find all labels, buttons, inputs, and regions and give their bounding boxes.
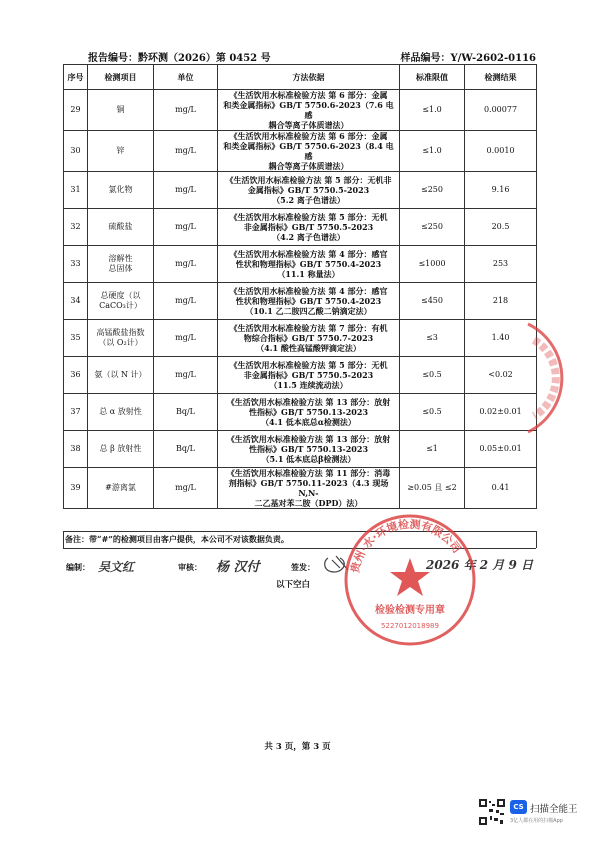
cell-limit: ≤1000 bbox=[400, 246, 465, 283]
issuer-label: 签发： bbox=[291, 562, 315, 572]
cell-item-line: 溶解性 bbox=[108, 254, 133, 263]
col-header-limit: 标准限值 bbox=[400, 65, 465, 90]
method-line: （4.1 酸性高锰酸钾滴定法） bbox=[256, 343, 361, 353]
cell-item bbox=[88, 468, 154, 509]
cell-item-line: 锌 bbox=[116, 146, 125, 155]
method-line: 非金属指标》GB/T 5750.5-2023 bbox=[243, 370, 374, 380]
cell-no: 31 bbox=[64, 172, 88, 209]
method-line: （11.5 连续流动法） bbox=[269, 380, 348, 390]
cell-item bbox=[88, 209, 154, 246]
method-line: （11.1 称量法） bbox=[277, 269, 340, 279]
cell-limit: ≤0.5 bbox=[400, 357, 465, 394]
method-line: （4.1 低本底总α检测法） bbox=[261, 417, 356, 427]
table-header-row bbox=[64, 65, 537, 90]
stamp-ring-text: 贵州·水·环境检测有限公司 bbox=[348, 517, 464, 575]
method-line: 性指标》GB/T 5750.13-2023 bbox=[248, 407, 369, 417]
cell-no: 34 bbox=[64, 283, 88, 320]
cell-item-line: 总 α 放射性 bbox=[99, 407, 142, 416]
divider bbox=[536, 531, 537, 548]
cell-item-line: 高锰酸盐指数 bbox=[96, 328, 145, 337]
cell-result: 0.05±0.01 bbox=[465, 431, 537, 468]
col-header-unit: 单位 bbox=[154, 65, 218, 90]
cell-unit: Bq/L bbox=[154, 394, 218, 431]
cell-method bbox=[218, 283, 400, 320]
cell-no: 36 bbox=[64, 357, 88, 394]
method-line: （5.2 离子色谱法） bbox=[272, 195, 345, 205]
cell-unit: mg/L bbox=[154, 283, 218, 320]
cell-method bbox=[218, 320, 400, 357]
method-line: 《生活饮用水标准检验方法 第 5 部分：无机 bbox=[229, 212, 388, 222]
table-row bbox=[64, 90, 537, 131]
cell-limit: ≤450 bbox=[400, 283, 465, 320]
method-line: 二乙基对苯二胺（DPD）法） bbox=[254, 498, 363, 508]
cell-result: 9.16 bbox=[465, 172, 537, 209]
cell-item bbox=[88, 431, 154, 468]
cell-limit: ≤250 bbox=[400, 209, 465, 246]
table-row bbox=[64, 172, 537, 209]
cell-limit: ≤250 bbox=[400, 172, 465, 209]
cell-result: 1.40 bbox=[465, 320, 537, 357]
cell-no: 37 bbox=[64, 394, 88, 431]
table-row bbox=[64, 468, 537, 509]
method-line: 《生活饮用水标准检验方法 第 4 部分：感官 bbox=[229, 249, 388, 259]
method-line: （5.1 低本底总β检测法） bbox=[261, 454, 356, 464]
report-number: 报告编号：黔环测（2026）第 0452 号 bbox=[88, 53, 271, 64]
results-table bbox=[63, 64, 537, 509]
col-header-item: 检测项目 bbox=[88, 65, 154, 90]
method-line: 《生活饮用水标准检验方法 第 7 部分：有机 bbox=[229, 323, 388, 333]
cell-item bbox=[88, 246, 154, 283]
method-line: 物综合指标》GB/T 5750.7-2023 bbox=[243, 333, 374, 343]
cell-result: 0.02±0.01 bbox=[465, 394, 537, 431]
cell-item bbox=[88, 172, 154, 209]
cell-item bbox=[88, 357, 154, 394]
method-line: 《生活饮用水标准检验方法 第 13 部分：放射 bbox=[226, 397, 391, 407]
method-line: 和类金属指标》GB/T 5750.6-2023（7.6 电感 bbox=[223, 100, 394, 120]
cell-method bbox=[218, 209, 400, 246]
remarks: 备注：带“#”的检测项目由客户提供，本公司不对该数据负责。 bbox=[65, 534, 289, 544]
col-header-no: 序号 bbox=[64, 65, 88, 90]
cell-result: 0.0010 bbox=[465, 131, 537, 172]
compiler-signature: 吴文红 bbox=[98, 560, 135, 574]
cell-result: <0.02 bbox=[465, 357, 537, 394]
cell-limit: ≤3 bbox=[400, 320, 465, 357]
cell-no: 32 bbox=[64, 209, 88, 246]
cell-unit: mg/L bbox=[154, 246, 218, 283]
cell-item bbox=[88, 90, 154, 131]
method-line: 性状和物理指标》GB/T 5750.4-2023 bbox=[235, 259, 382, 269]
cell-item-line: 总 β 放射性 bbox=[99, 444, 142, 453]
cell-unit: mg/L bbox=[154, 131, 218, 172]
table-row bbox=[64, 431, 537, 468]
table-row bbox=[64, 394, 537, 431]
cell-result: 218 bbox=[465, 283, 537, 320]
date-signature: 2026 年 2 月 9 日 bbox=[426, 558, 533, 572]
cell-item bbox=[88, 320, 154, 357]
cell-unit: mg/L bbox=[154, 172, 218, 209]
method-line: （10.1 乙二胺四乙酸二钠滴定法） bbox=[245, 306, 372, 316]
cell-item bbox=[88, 394, 154, 431]
official-stamp bbox=[340, 510, 480, 650]
cell-limit: ≤1.0 bbox=[400, 131, 465, 172]
cell-no: 33 bbox=[64, 246, 88, 283]
cell-method bbox=[218, 246, 400, 283]
table-row bbox=[64, 357, 537, 394]
reviewer-signature: 杨 汉付 bbox=[216, 560, 260, 575]
reviewer-label: 审核： bbox=[178, 562, 202, 572]
blank-below-notice: 以下空白 bbox=[276, 580, 311, 590]
cell-limit: ≤0.5 bbox=[400, 394, 465, 431]
cell-method bbox=[218, 394, 400, 431]
sample-number: 样品编号：Y/W-2602-0116 bbox=[400, 53, 536, 64]
cell-unit: mg/L bbox=[154, 209, 218, 246]
cell-result: 0.00077 bbox=[465, 90, 537, 131]
cell-item bbox=[88, 283, 154, 320]
cell-method bbox=[218, 431, 400, 468]
cell-no: 30 bbox=[64, 131, 88, 172]
cell-item bbox=[88, 131, 154, 172]
cell-limit: ≥0.05 且 ≤2 bbox=[400, 468, 465, 509]
cell-result: 253 bbox=[465, 246, 537, 283]
cell-item-line: 硫酸盐 bbox=[108, 222, 133, 231]
cell-item-line: 总固体 bbox=[108, 264, 133, 273]
cell-unit: mg/L bbox=[154, 90, 218, 131]
app-logo-icon: CS bbox=[510, 800, 527, 814]
method-line: 《生活饮用水标准检验方法 第 13 部分：放射 bbox=[226, 434, 391, 444]
cell-unit: mg/L bbox=[154, 320, 218, 357]
method-line: 耦合等离子体质谱法） bbox=[268, 161, 349, 171]
cell-item-line: CaCO₃计） bbox=[99, 301, 142, 310]
col-header-result: 检测结果 bbox=[465, 65, 537, 90]
method-line: 《生活饮用水标准检验方法 第 6 部分：金属 bbox=[229, 131, 388, 141]
cell-item-line: 氯化物 bbox=[108, 185, 133, 194]
page-footer: 共 3 页，第 3 页 bbox=[264, 742, 331, 752]
cell-item-line: 总硬度（以 bbox=[100, 291, 141, 300]
cell-item-line: 氨（以 N 计） bbox=[94, 370, 147, 379]
svg-text:贵州·水·环境检测有限公司 bbox=[347, 517, 464, 574]
qr-code-icon bbox=[478, 798, 506, 826]
method-line: 剂指标》GB/T 5750.11-2023（4.3 现场 N,N- bbox=[228, 478, 389, 498]
cell-limit: ≤1 bbox=[400, 431, 465, 468]
cell-no: 38 bbox=[64, 431, 88, 468]
cell-method bbox=[218, 468, 400, 509]
cell-unit: mg/L bbox=[154, 357, 218, 394]
cell-limit: ≤1.0 bbox=[400, 90, 465, 131]
table-row bbox=[64, 131, 537, 172]
method-line: 非金属指标》GB/T 5750.5-2023 bbox=[243, 222, 374, 232]
cell-method bbox=[218, 90, 400, 131]
cell-item-line: #游离氯 bbox=[105, 483, 136, 492]
compiler-label: 编制： bbox=[66, 562, 90, 572]
app-subtitle: 3亿人都在用的扫描App bbox=[510, 818, 563, 824]
report-header bbox=[88, 49, 536, 64]
table-row bbox=[64, 283, 537, 320]
table-row bbox=[64, 246, 537, 283]
cell-no: 39 bbox=[64, 468, 88, 509]
app-title: 扫描全能王 bbox=[530, 804, 578, 815]
method-line: 《生活饮用水标准检验方法 第 11 部分：消毒 bbox=[226, 468, 391, 478]
method-line: 《生活饮用水标准检验方法 第 4 部分：感官 bbox=[229, 286, 388, 296]
cell-result: 20.5 bbox=[465, 209, 537, 246]
table-row bbox=[64, 209, 537, 246]
method-line: 《生活饮用水标准检验方法 第 5 部分：无机非 bbox=[225, 175, 392, 185]
cell-unit: mg/L bbox=[154, 468, 218, 509]
cell-unit: Bq/L bbox=[154, 431, 218, 468]
method-line: 《生活饮用水标准检验方法 第 6 部分：金属 bbox=[229, 90, 388, 100]
cell-method bbox=[218, 357, 400, 394]
method-line: 《生活饮用水标准检验方法 第 5 部分：无机 bbox=[229, 360, 388, 370]
table-row bbox=[64, 320, 537, 357]
method-line: 性状和物理指标》GB/T 5750.4-2023 bbox=[235, 296, 382, 306]
method-line: 耦合等离子体质谱法） bbox=[268, 120, 349, 130]
stamp-inner-text: 检验检测专用章 bbox=[375, 605, 445, 616]
method-line: 金属指标》GB/T 5750.5-2023 bbox=[247, 185, 370, 195]
divider bbox=[63, 531, 64, 548]
cell-method bbox=[218, 131, 400, 172]
col-header-method: 方法依据 bbox=[218, 65, 400, 90]
scanner-watermark bbox=[510, 800, 590, 830]
stamp-number: 5227012018989 bbox=[381, 622, 439, 630]
cell-no: 35 bbox=[64, 320, 88, 357]
cell-item-line: 铜 bbox=[116, 105, 125, 114]
cell-method bbox=[218, 172, 400, 209]
cell-no: 29 bbox=[64, 90, 88, 131]
method-line: 和类金属指标》GB/T 5750.6-2023（8.4 电感 bbox=[223, 141, 394, 161]
method-line: 性指标》GB/T 5750.13-2023 bbox=[248, 444, 369, 454]
method-line: （4.2 离子色谱法） bbox=[272, 232, 345, 242]
cell-item-line: （以 O₂计） bbox=[98, 338, 143, 347]
official-stamp-partial bbox=[520, 318, 590, 438]
cell-result: 0.41 bbox=[465, 468, 537, 509]
